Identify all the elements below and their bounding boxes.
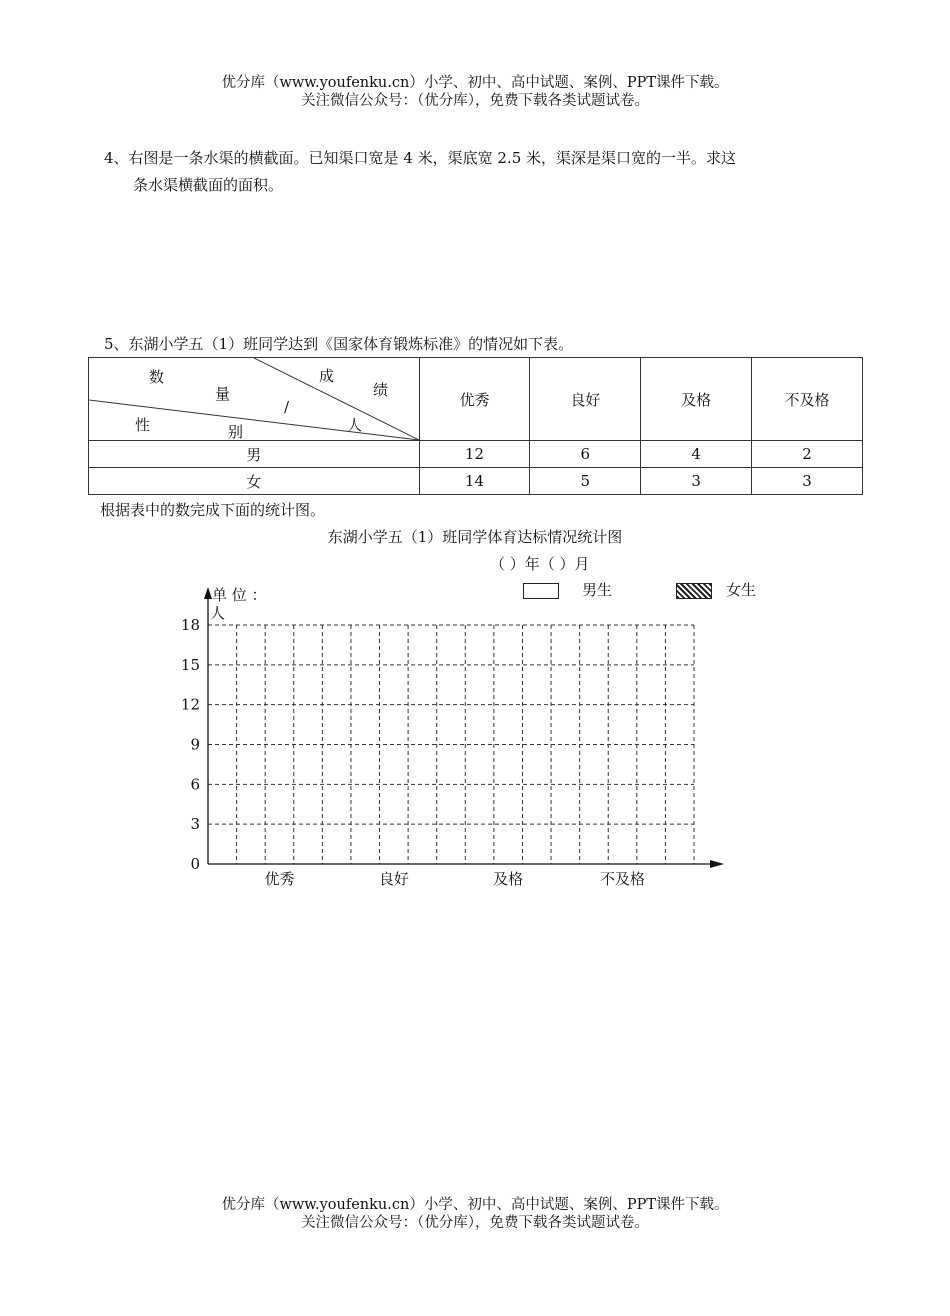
y-unit-label: 单 位 ： <box>212 586 267 604</box>
header-cell-pass: 及格 <box>641 358 752 441</box>
y-tick-label: 9 <box>190 735 200 754</box>
diagonal-header-cell <box>89 358 420 441</box>
legend-label-girls: 女生 <box>726 581 757 599</box>
diag-word-liang: 量 <box>215 385 231 403</box>
header-line-2: 关注微信公众号：（优分库），免费下载各类试题试卷。 <box>301 93 649 109</box>
diag-word-shu: 数 <box>149 368 165 386</box>
diag-word-cheng: 成 <box>319 367 335 385</box>
chart-date-line: （ ）年（ ）月 <box>490 555 590 573</box>
question-4-line-1: 4、右图是一条水渠的横截面。已知渠口宽是 4 米，渠底宽 2.5 米，渠深是渠口宽的一半。求这 <box>104 149 737 167</box>
diag-word-slash: / <box>284 398 290 416</box>
y-tick-label: 15 <box>180 655 200 674</box>
x-axis-arrow <box>710 860 724 868</box>
y-axis-arrow <box>204 587 212 599</box>
x-category-label: 优秀 <box>264 870 295 888</box>
y-tick-label: 0 <box>190 855 200 873</box>
y-unit-value: 人 <box>210 604 226 622</box>
x-category-label: 及格 <box>493 870 524 888</box>
header-line-1: 优分库（www.youfenku.cn）小学、初中、高中试题、案例、PPT课件下载。 <box>221 75 729 91</box>
diag-word-bie: 别 <box>228 423 244 441</box>
header-cell-fail: 不及格 <box>752 358 863 441</box>
footer-line-2: 关注微信公众号：（优分库），免费下载各类试题试卷。 <box>301 1215 649 1231</box>
y-tick-label: 12 <box>180 695 200 714</box>
diag-word-xing: 性 <box>135 416 151 434</box>
y-tick-label: 18 <box>180 616 200 634</box>
question-4-line-2: 条水渠横截面的面积。 <box>133 176 284 194</box>
question-5-intro: 5、东湖小学五（1）班同学达到《国家体育锻炼标准》的情况如下表。 <box>104 335 574 353</box>
chart-instruction: 根据表中的数完成下面的统计图。 <box>100 501 326 519</box>
cell-value: 5 <box>530 468 641 495</box>
header-cell-good: 良好 <box>530 358 641 441</box>
table-header-row <box>89 358 863 441</box>
cell-value: 3 <box>752 468 863 495</box>
table-row-girls <box>89 468 863 495</box>
cell-value: 4 <box>641 441 752 468</box>
footer-line-1: 优分库（www.youfenku.cn）小学、初中、高中试题、案例、PPT课件下载。 <box>221 1197 729 1213</box>
header-cell-excellent: 优秀 <box>419 358 530 441</box>
diag-word-ren: 人 <box>347 416 363 434</box>
x-category-label: 不及格 <box>600 870 646 888</box>
cell-value: 14 <box>419 468 530 495</box>
cell-value: 2 <box>752 441 863 468</box>
cell-value: 3 <box>641 468 752 495</box>
cell-value: 6 <box>530 441 641 468</box>
table-row-boys <box>89 441 863 468</box>
row-label-boys: 男 <box>89 441 420 468</box>
cell-value: 12 <box>419 441 530 468</box>
y-tick-label: 3 <box>190 815 200 834</box>
legend-label-boys: 男生 <box>582 581 613 599</box>
row-label-girls: 女 <box>89 468 420 495</box>
diag-word-ji: 绩 <box>373 381 389 399</box>
standards-table <box>88 357 863 495</box>
x-category-label: 良好 <box>378 870 409 888</box>
y-tick-label: 6 <box>190 775 200 794</box>
bar-chart-grid <box>170 578 730 898</box>
chart-title: 东湖小学五（1）班同学体育达标情况统计图 <box>327 528 623 546</box>
